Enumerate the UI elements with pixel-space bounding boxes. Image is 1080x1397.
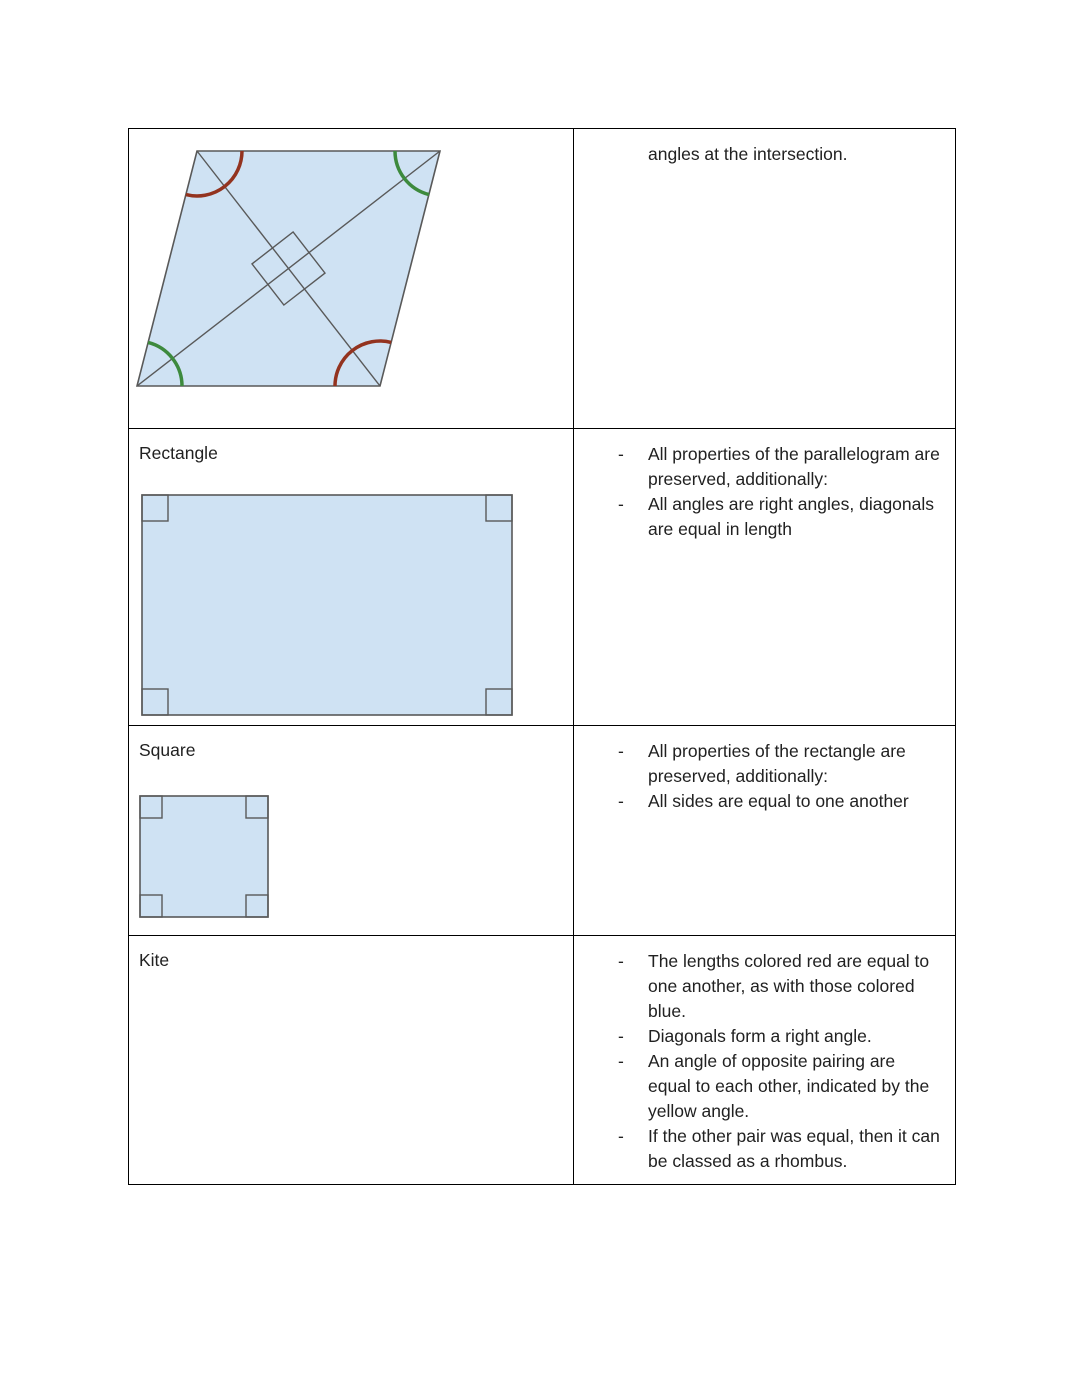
row-label-square: Square bbox=[139, 740, 196, 760]
table-row-rhombus bbox=[129, 129, 955, 429]
square-diagram bbox=[139, 795, 269, 918]
square-properties-cell bbox=[574, 726, 955, 935]
row-label-kite: Kite bbox=[139, 950, 170, 970]
bullet-text: All properties of the rectangle are preserved, additionally: bbox=[648, 741, 906, 786]
property-item bbox=[574, 739, 955, 789]
bullet-dash: - bbox=[618, 1126, 624, 1146]
rectangle-diagram bbox=[141, 494, 513, 716]
bullet-dash: - bbox=[618, 791, 624, 811]
bullet-dash: - bbox=[618, 1051, 624, 1071]
property-item bbox=[574, 789, 955, 814]
bullet-text: The lengths colored red are equal to one another, as with those colored blue. bbox=[648, 951, 930, 1021]
rectangle-properties-cell bbox=[574, 429, 955, 725]
property-item bbox=[574, 442, 955, 492]
property-item bbox=[574, 1024, 955, 1049]
rhombus-diagram-cell bbox=[129, 129, 574, 428]
quadrilateral-properties-table bbox=[128, 128, 956, 1185]
bullet-text: All angles are right angles, diagonals are equal in length bbox=[648, 494, 935, 539]
rectangle-diagram-cell bbox=[129, 429, 574, 725]
property-item bbox=[574, 1049, 955, 1124]
property-item bbox=[574, 949, 955, 1024]
table-row-rectangle bbox=[129, 429, 955, 726]
bullet-text: All properties of the parallelogram are preserved, additionally: bbox=[648, 444, 940, 489]
bullet-dash bbox=[574, 142, 648, 167]
bullet-dash: - bbox=[618, 444, 624, 464]
property-item bbox=[574, 142, 955, 167]
row-label-rectangle: Rectangle bbox=[139, 443, 218, 463]
bullet-text: All sides are equal to one another bbox=[648, 791, 909, 811]
bullet-text: An angle of opposite pairing are equal to each other, indicated by the yellow angle. bbox=[648, 1051, 930, 1121]
table-row-kite bbox=[129, 936, 955, 1184]
property-item bbox=[574, 492, 955, 542]
table-row-square bbox=[129, 726, 955, 936]
rhombus-properties-cell bbox=[574, 129, 955, 428]
bullet-dash: - bbox=[618, 741, 624, 761]
rhombus-diagram bbox=[135, 143, 445, 397]
square-diagram-cell bbox=[129, 726, 574, 935]
bullet-text: Diagonals form a right angle. bbox=[648, 1026, 872, 1046]
bullet-dash: - bbox=[618, 1026, 624, 1046]
bullet-text: angles at the intersection. bbox=[648, 144, 848, 164]
bullet-dash: - bbox=[618, 494, 624, 514]
bullet-dash: - bbox=[618, 951, 624, 971]
property-item bbox=[574, 1124, 955, 1174]
kite-diagram-cell bbox=[129, 936, 574, 1184]
kite-properties-cell bbox=[574, 936, 955, 1184]
bullet-text: If the other pair was equal, then it can be classed as a rhombus. bbox=[648, 1126, 940, 1171]
